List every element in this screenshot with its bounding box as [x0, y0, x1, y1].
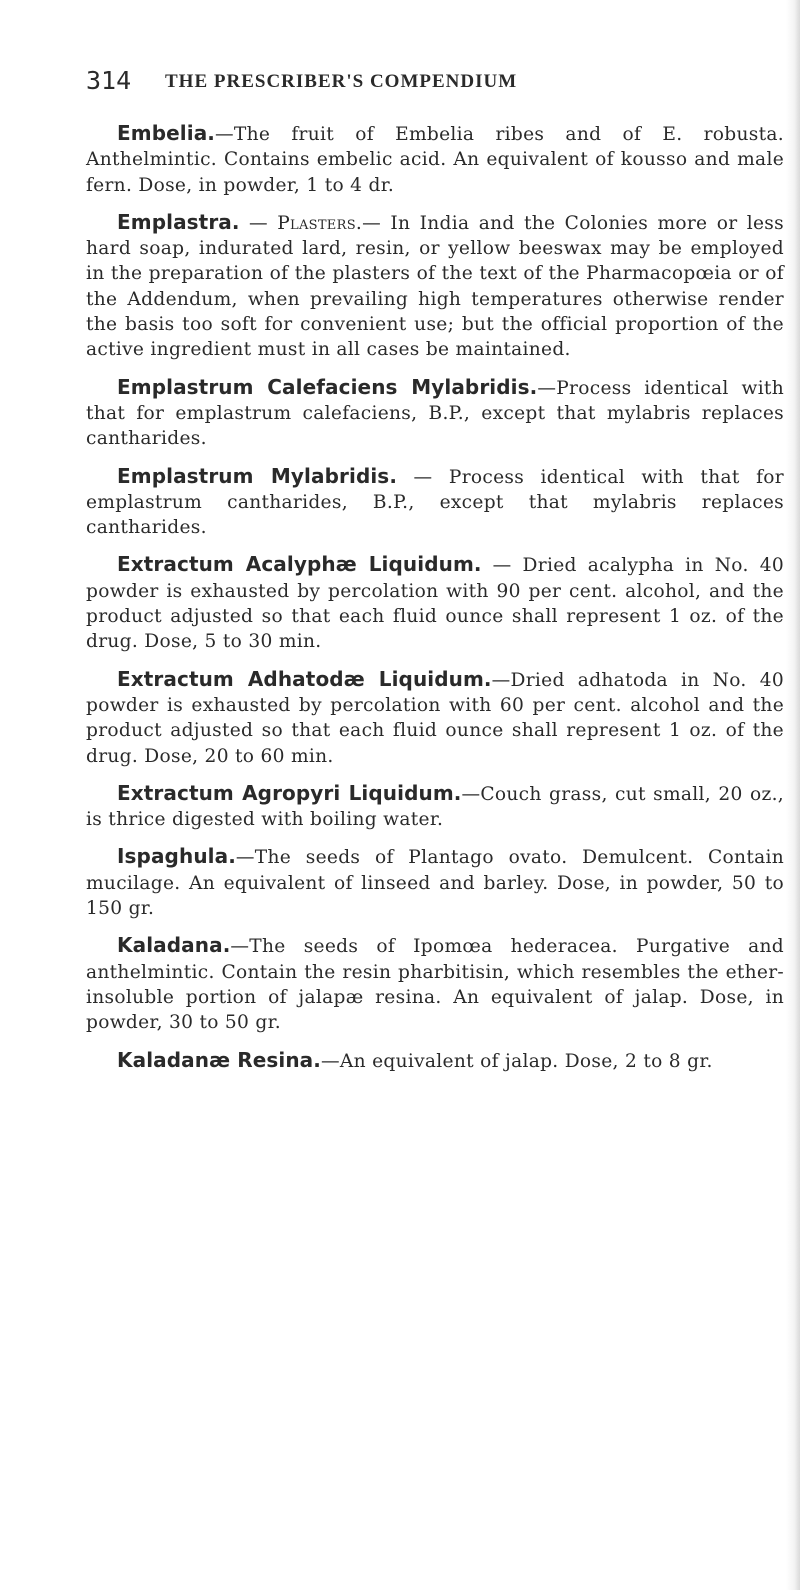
entry-subheading: Plasters. — [277, 212, 363, 234]
entry-heading: Extractum Agropyri Liquidum. — [117, 780, 462, 805]
entry-heading: Emplastra. — [117, 209, 240, 234]
entry-extractum-adhatodae — [86, 667, 784, 769]
entry-text: —The seeds of Ipomœa hederacea. Purgative and anthelmintic. Contain the resin pharbitisin, which resembles the ether-insoluble portion of jalapæ resina. An equivalent of jalap. Dose, in powder, 30 to 50 gr. — [86, 936, 784, 1034]
entry-kaladanae-resina — [86, 1048, 784, 1074]
page-edge-shadow — [786, 0, 800, 1590]
entry-heading: Ispaghula. — [117, 844, 236, 869]
entry-heading: Kaladanæ Resina. — [117, 1047, 321, 1072]
entry-text: —The fruit of Embelia ribes and of E. robusta. Anthelmintic. Contains embelic acid. An equivalent of kousso and male fern. Dose, in powder, 1 to 4 dr. — [86, 124, 784, 196]
entry-text: —Process identical with that for emplastrum calefaciens, B.P., except that mylabris replaces cantharides. — [86, 377, 784, 450]
page-header — [86, 66, 786, 102]
entry-extractum-agropyri — [86, 781, 784, 833]
entry-text: —The seeds of Plantago ovato. Demulcent. Contain mucilage. An equivalent of linseed and barley. Dose, in powder, 50 to 150 gr. — [86, 847, 784, 920]
entry-text: — Dried acalypha in No. 40 powder is exhausted by percolation with 90 per cent. alcohol, and the product adjusted so that each fluid ounce shall represent 1 oz. of the drug. Dose, 5 to 30 min. — [86, 555, 784, 653]
entry-heading: Embelia. — [117, 121, 215, 145]
entry-text: —An equivalent of jalap. Dose, 2 to 8 gr. — [320, 1050, 713, 1072]
running-head: THE PRESCRIBER'S COMPENDIUM — [165, 71, 518, 92]
entry-text: — Process identical with that for emplastrum cantharides, B.P., except that mylabris replaces cantharides. — [86, 466, 784, 539]
entry-ispaghula — [86, 844, 784, 921]
entry-emplastra: Emplastra. — Plasters.— In India and the Colonies more or less hard soap, indurated lard, resin, or yellow beeswax may be employed in the preparation of the plasters of the text of the Pharmacopœia or of the Addendum, when prevailing high temperatures otherwise render the basis too soft for convenient use; but the official proportion of the active ingredient must in all cases be maintained. — [86, 209, 784, 361]
entry-text: — In India and the Colonies more or less hard soap, indurated lard, resin, or yellow beeswax may be employed in the preparation of the plasters of the text of the Pharmacopœia or of the Addendum, when prevailing high temperatures otherwise render the basis too soft for convenient use; but the official proportion of the active ingredient must in all cases be maintained. — [86, 212, 784, 361]
entry-kaladana — [86, 933, 784, 1035]
entry-heading: Emplastrum Calefaciens Mylabridis. — [117, 374, 538, 399]
entry-heading: Kaladana. — [117, 933, 231, 958]
entry-emplastrum-calefaciens-mylabridis — [86, 375, 784, 452]
page-number: 314 — [86, 66, 132, 95]
page-body — [86, 121, 784, 1086]
entry-text: —Dried adhatoda in No. 40 powder is exhausted by percolation with 60 per cent. alcohol and the product adjusted so that each fluid ounce shall represent 1 oz. of the drug. Dose, 20 to 60 min. — [86, 669, 785, 767]
entry-heading: Emplastrum Mylabridis. — [117, 463, 398, 488]
entry-text: —Couch grass, cut small, 20 oz., is thrice digested with boiling water. — [86, 783, 784, 831]
entry-emplastrum-mylabridis — [86, 464, 784, 541]
entry-extractum-acalyphae — [86, 552, 784, 654]
entry-heading: Extractum Adhatodæ Liquidum. — [117, 666, 492, 691]
entry-heading: Extractum Acalyphæ Liquidum. — [117, 552, 482, 577]
entry-embelia — [86, 121, 784, 198]
